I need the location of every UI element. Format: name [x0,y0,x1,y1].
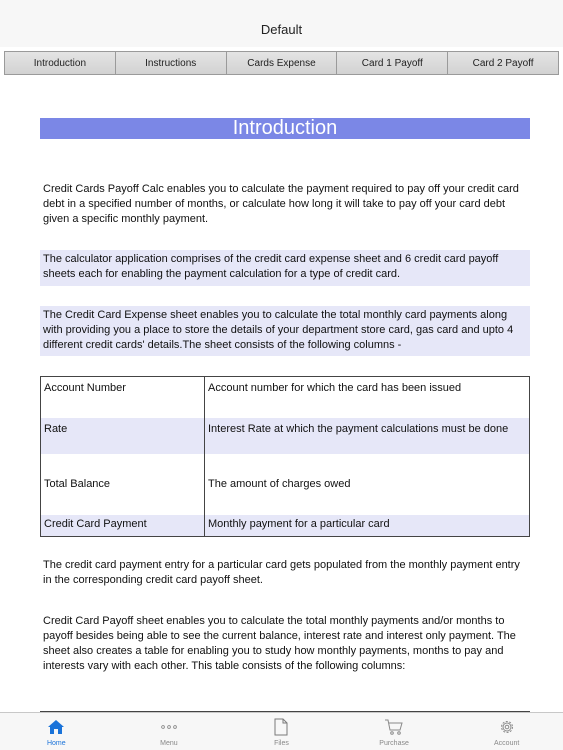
table-row [41,418,530,454]
sheet-content[interactable] [0,78,563,712]
nav-account[interactable] [450,713,563,750]
column-description-cell: The amount of charges owed [205,454,530,515]
tab-card-1-payoff[interactable]: Card 1 Payoff [337,51,448,75]
nav-files-label: Files [274,740,289,747]
columns-table [40,376,530,537]
table-row [41,377,530,418]
tab-instructions[interactable]: Instructions [116,51,227,75]
table-row [41,454,530,515]
tab-introduction[interactable]: Introduction [4,51,116,75]
section-heading: Introduction [40,118,530,139]
nav-home[interactable] [0,713,113,750]
nav-purchase-label: Purchase [379,740,409,747]
overview-paragraph: The calculator application comprises of the credit card expense sheet and 6 credit card payoff sheets each for enabling the payment calculation for a type of credit card. [40,250,530,286]
nav-account-label: Account [494,740,520,747]
column-name-cell: Credit Card Payment [41,515,205,537]
gear-icon [497,717,517,737]
nav-home-label: Home [46,740,66,747]
sheet-tabs [4,51,559,75]
payoff-sheet-paragraph: Credit Card Payoff sheet enables you to calculate the total monthly payments and/or months to payoff besides being able to see the current balance, interest rate and interest only payment. The sheet also creates a table for enabling you to study how monthly payments, months to pay and interests vary with each other. This table consists of the following columns: [43,615,516,672]
tab-cards-expense[interactable]: Cards Expense [227,51,338,75]
table-row [41,515,530,537]
bottom-tab-bar [0,712,563,750]
column-name-cell: Total Balance [41,454,205,515]
expense-sheet-paragraph: The Credit Card Expense sheet enables you to calculate the total monthly card payments along with providing you a place to store the details of your department store card, gas card and upto 4 different credit cards' details.The sheet consists of the following columns - [40,306,530,356]
nav-purchase[interactable] [338,713,451,750]
intro-paragraph: Credit Cards Payoff Calc enables you to calculate the payment required to pay off your credit card debt in a specified number of months, or calculate how long it will take to pay off your card debt given a specific monthly payment. [43,183,519,225]
column-description-cell: Monthly payment for a particular card [205,515,530,537]
payment-entry-paragraph: The credit card payment entry for a particular card gets populated from the monthly payment entry in the corresponding credit card payoff sheet. [43,559,520,586]
column-description-cell: Interest Rate at which the payment calculations must be done [205,418,530,454]
tab-card-2-payoff[interactable]: Card 2 Payoff [448,51,559,75]
more-icon [159,717,179,737]
column-name-cell: Account Number [41,377,205,418]
file-icon [271,717,291,737]
cart-icon [384,717,404,737]
home-icon [46,717,66,737]
nav-menu[interactable] [113,713,226,750]
column-name-cell: Rate [41,418,205,454]
document-title: Default [260,22,303,37]
navigation-bar [0,0,563,47]
nav-files[interactable] [225,713,338,750]
column-description-cell: Account number for which the card has been issued [205,377,530,418]
nav-menu-label: Menu [160,740,178,747]
